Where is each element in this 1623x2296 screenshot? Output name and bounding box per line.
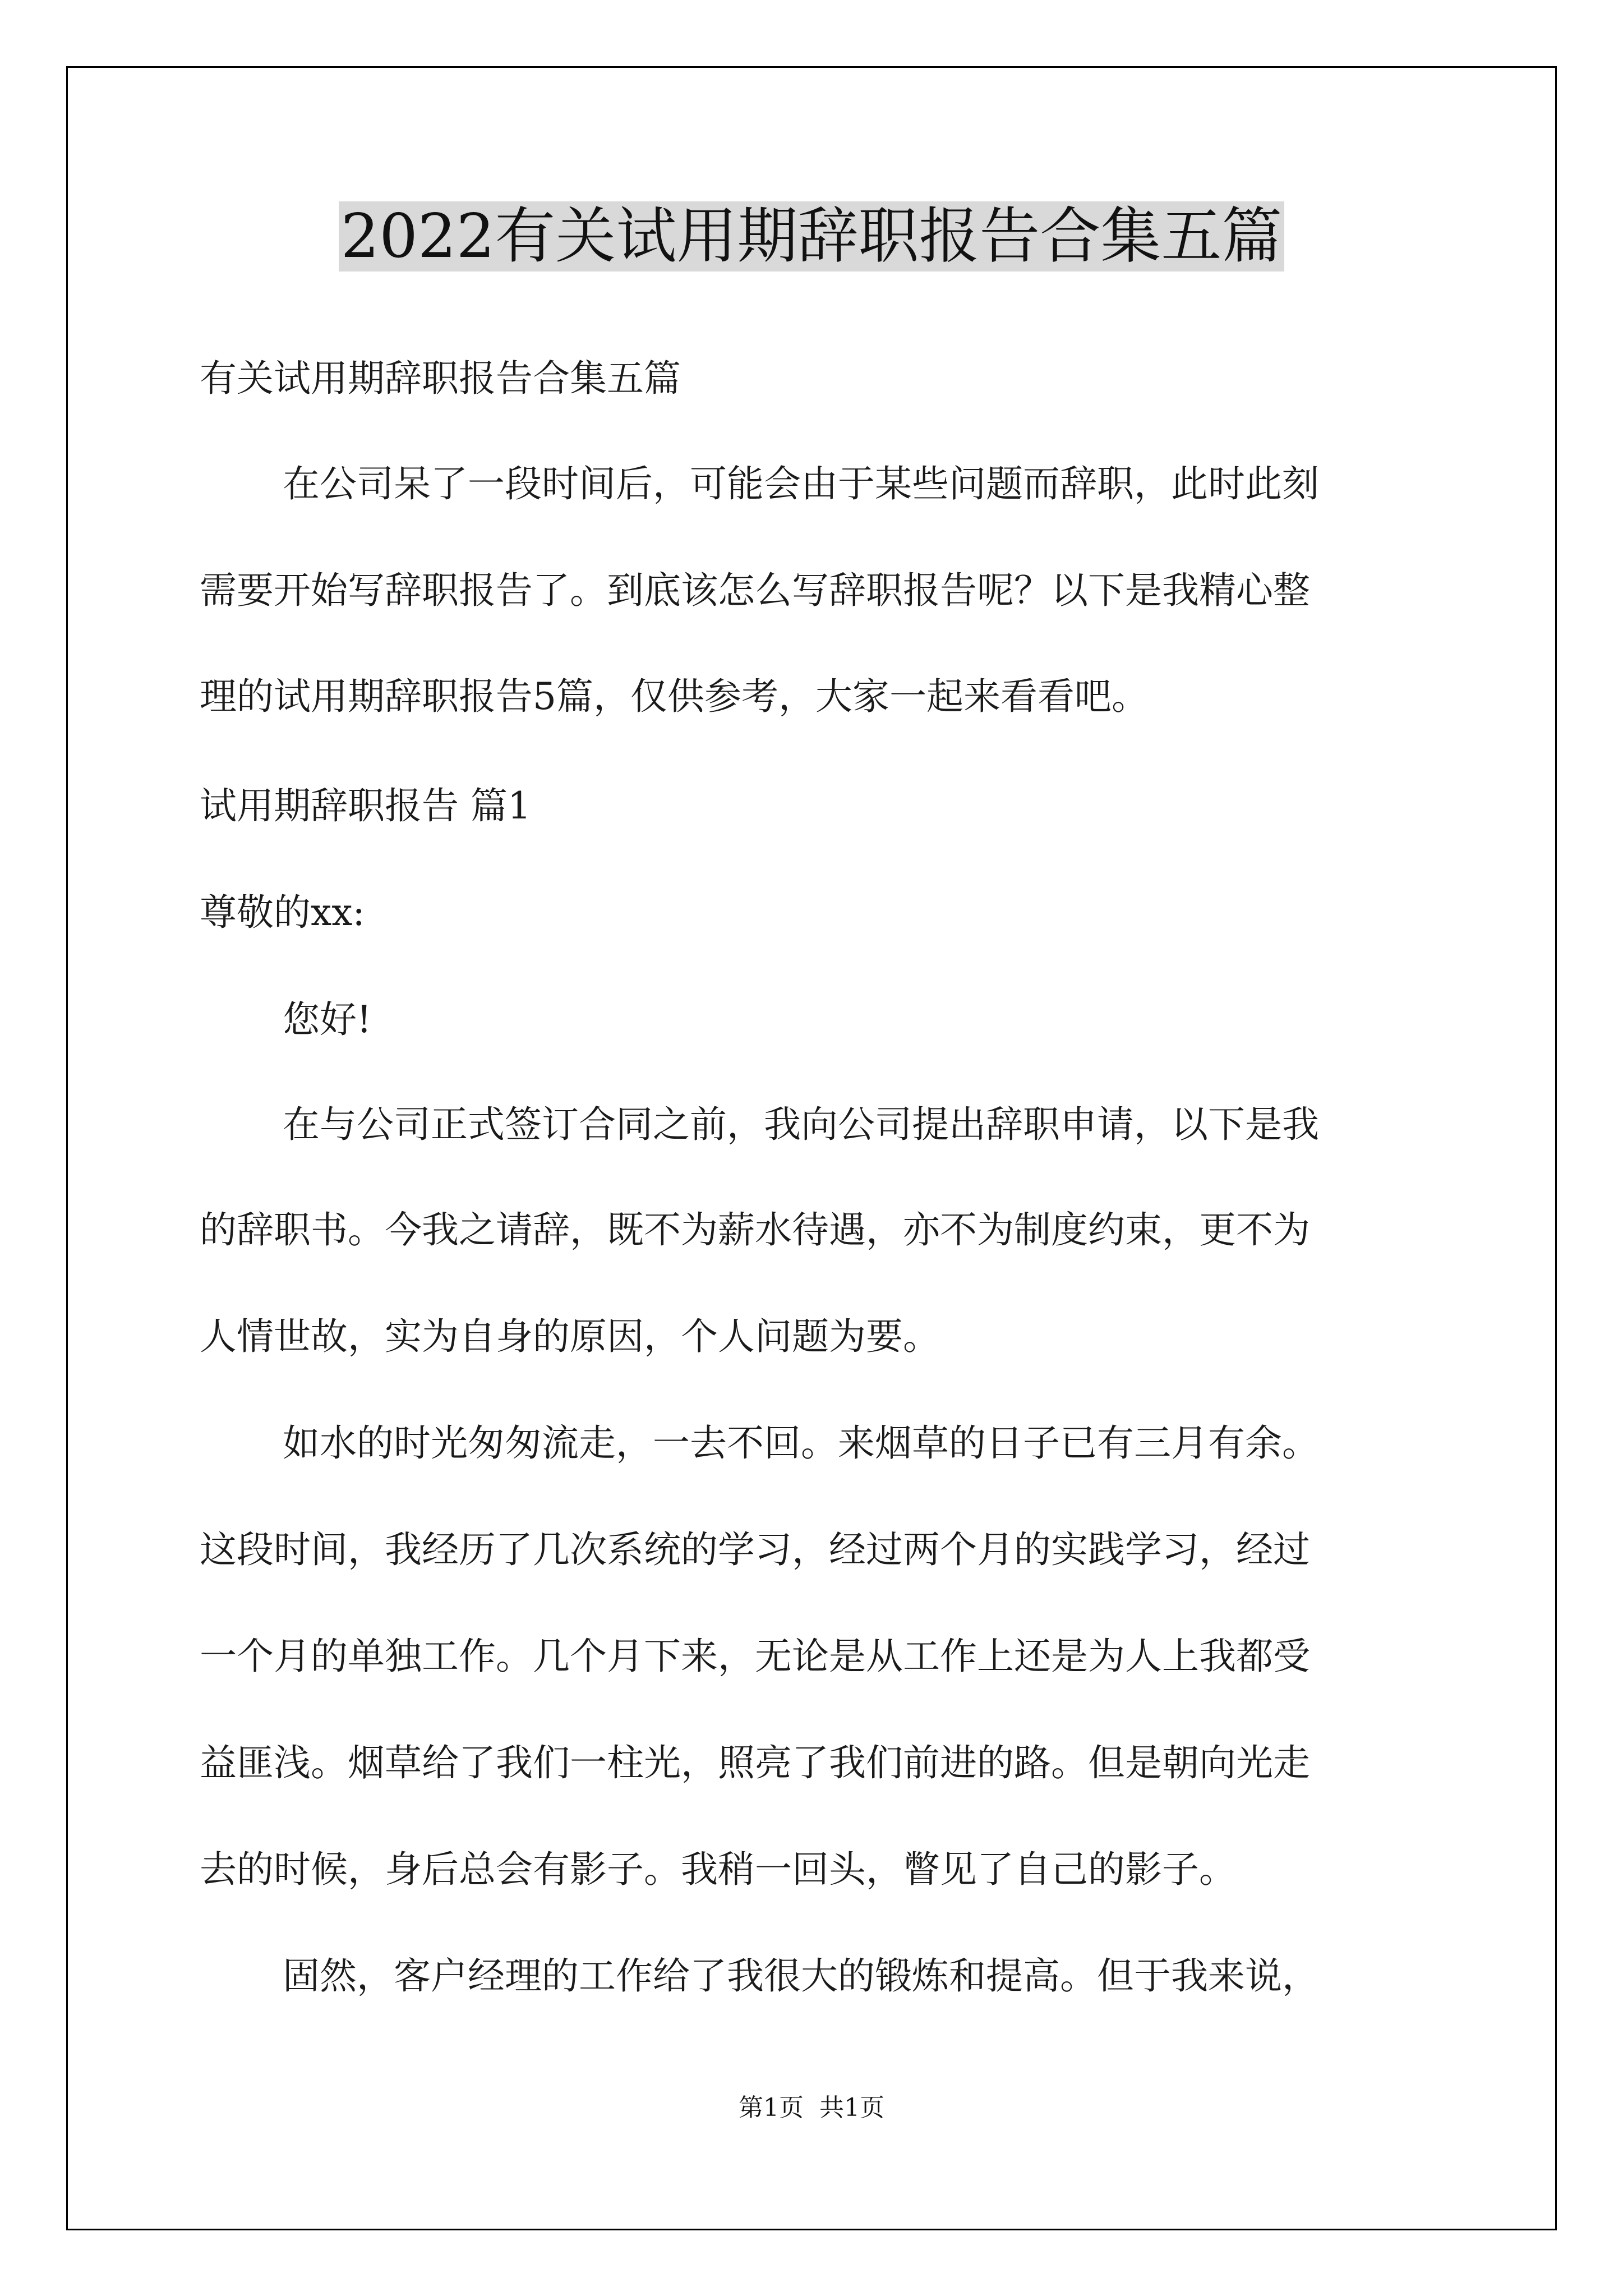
- document-title: [0, 197, 1623, 276]
- paragraph-line: 在公司呆了一段时间后，可能会由于某些问题而辞职，此时此刻: [283, 462, 1319, 505]
- section-heading: 试用期辞职报告 篇1: [200, 784, 531, 827]
- paragraph-line: 去的时候，身后总会有影子。我稍一回头，瞥见了自己的影子。: [200, 1848, 1236, 1891]
- paragraph-line: 固然，客户经理的工作给了我很大的锻炼和提高。但于我来说，: [283, 1954, 1319, 1998]
- greeting: 您好!: [283, 998, 372, 1041]
- document-title-text: 2022有关试用期辞职报告合集五篇: [339, 201, 1285, 272]
- paragraph-line: 理的试用期辞职报告5篇，仅供参考，大家一起来看看吧。: [200, 675, 1149, 718]
- paragraph-line: 在与公司正式签订合同之前，我向公司提出辞职申请，以下是我: [283, 1103, 1319, 1146]
- subtitle-line: 有关试用期辞职报告合集五篇: [200, 357, 681, 400]
- paragraph-line: 需要开始写辞职报告了。到底该怎么写辞职报告呢？以下是我精心整: [200, 569, 1310, 612]
- paragraph-line: 这段时间，我经历了几次系统的学习，经过两个月的实践学习，经过: [200, 1528, 1310, 1571]
- paragraph-line: 益匪浅。烟草给了我们一柱光，照亮了我们前进的路。但是朝向光走: [200, 1741, 1310, 1784]
- paragraph-line: 一个月的单独工作。几个月下来，无论是从工作上还是为人上我都受: [200, 1635, 1310, 1678]
- paragraph-line: 人情世故，实为自身的原因，个人问题为要。: [200, 1315, 940, 1358]
- paragraph-line: 的辞职书。今我之请辞，既不为薪水待遇，亦不为制度约束，更不为: [200, 1208, 1310, 1251]
- salutation: 尊敬的xx:: [200, 891, 365, 934]
- paragraph-line: 如水的时光匆匆流走，一去不回。来烟草的日子已有三月有余。: [283, 1421, 1319, 1465]
- page-footer: 第1页 共1页: [739, 2093, 884, 2122]
